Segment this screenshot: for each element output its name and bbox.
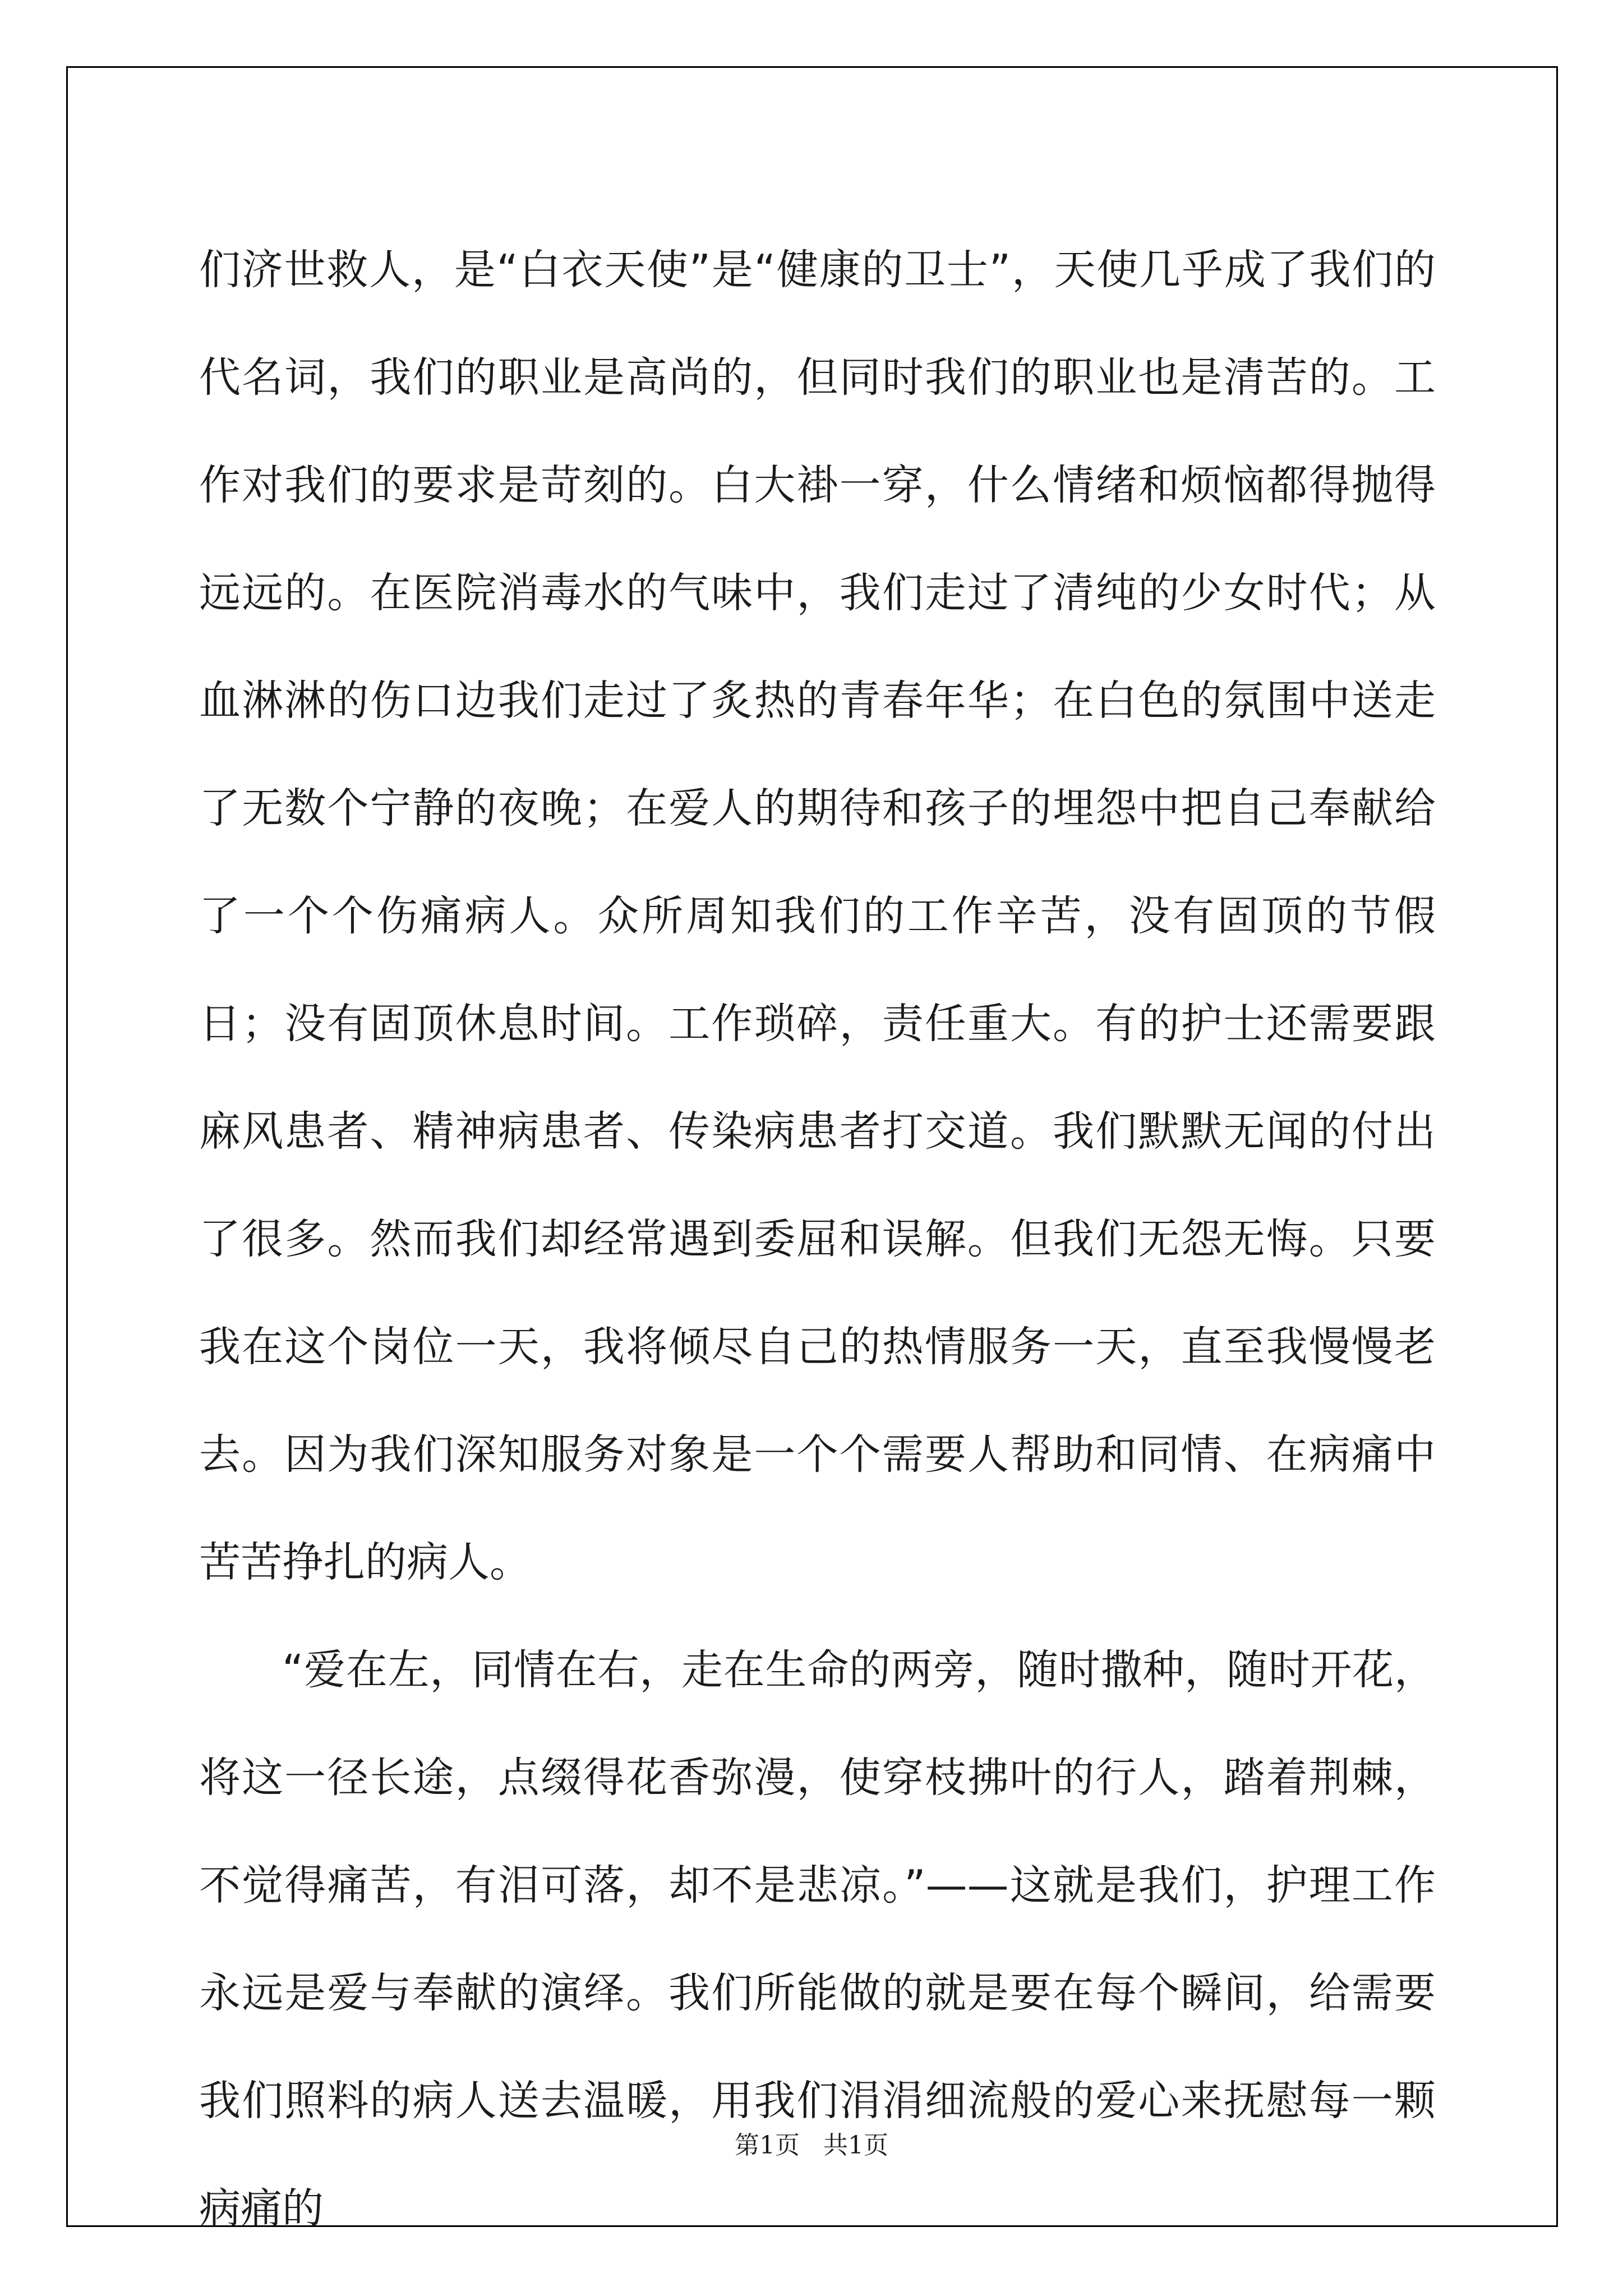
document-body [199,216,1436,2262]
page-footer: 第1页 共1页 [735,2131,888,2160]
paragraph-2: “爱在左，同情在右，走在生命的两旁，随时撒种，随时开花，将这一径长途，点缀得花香弥漫，使穿枝拂叶的行人，踏着荆棘，不觉得痛苦，有泪可落，却不是悲凉。”——这就是我们，护理工作永远是爱与奉献的演绎。我们所能做的就是要在每个瞬间，给需要我们照料的病人送去温暖，用我们涓涓细流般的爱心来抚慰每一颗病痛的 [199,1646,1436,2233]
paragraph-1: 们济世救人，是“白衣天使”是“健康的卫士”，天使几乎成了我们的代名词，我们的职业是高尚的，但同时我们的职业也是清苦的。工作对我们的要求是苛刻的。白大褂一穿，什么情绪和烦恼都得抛得远远的。在医院消毒水的气味中，我们走过了清纯的少女时代；从血淋淋的伤口边我们走过了炙热的青春年华；在白色的氛围中送走了无数个宁静的夜晚；在爱人的期待和孩子的埋怨中把自己奉献给了一个个伤痛病人。众所周知我们的工作辛苦，没有固顶的节假日；没有固顶休息时间。工作琐碎，责任重大。有的护士还需要跟麻风患者、精神病患者、传染病患者打交道。我们默默无闻的付出了很多。然而我们却经常遇到委屈和误解。但我们无怨无悔。只要我在这个岗位一天，我将倾尽自己的热情服务一天，直至我慢慢老去。因为我们深知服务对象是一个个需要人帮助和同情、在病痛中苦苦挣扎的病人。 [199,246,1436,1586]
